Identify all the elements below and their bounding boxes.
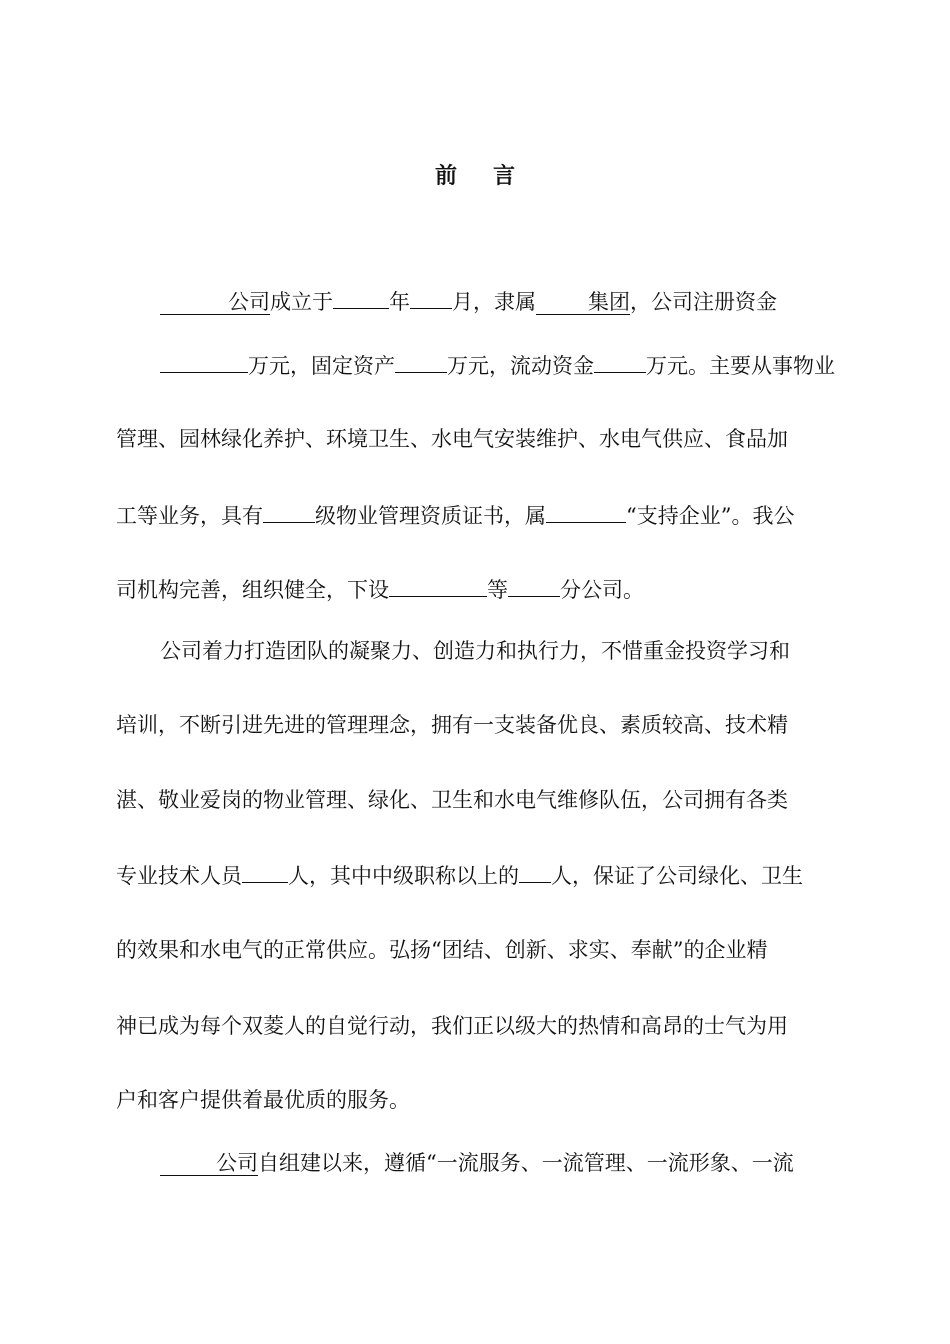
group-name-blank: 集团 — [536, 287, 630, 315]
support-category-blank — [546, 500, 626, 523]
paragraph-2-line-5: 的效果和水电气的正常供应。弘扬“团结、创新、求实、奉献”的企业精 — [116, 938, 768, 962]
paragraph-1-line-1 — [116, 286, 836, 317]
text: “支持企业”。我公 — [626, 504, 795, 528]
company-name-blank: 公司 — [160, 287, 270, 315]
text: 年 — [389, 290, 410, 314]
month-blank — [410, 286, 452, 309]
paragraph-2-line-6: 神已成为每个双菱人的自觉行动，我们正以级大的热情和高昂的士气为用 — [116, 1014, 788, 1038]
year-blank — [333, 286, 389, 309]
senior-staff-blank — [519, 860, 551, 883]
paragraph-1-line-3: 管理、园林绿化养护、环境卫生、水电气安装维护、水电气供应、食品加 — [116, 427, 788, 451]
paragraph-1-line-5 — [116, 574, 836, 605]
text: 万元。主要从事物业 — [646, 354, 835, 378]
paragraph-2-line-2: 培训，不断引进先进的管理理念，拥有一支装备优良、素质较高、技术精 — [116, 713, 788, 737]
paragraph-2-line-1: 公司着力打造团队的凝聚力、创造力和执行力，不惜重金投资学习和 — [160, 639, 790, 663]
text: 等 — [487, 578, 508, 602]
text: 专业技术人员 — [116, 864, 242, 888]
text: 人，其中中级职称以上的 — [288, 864, 519, 888]
text: 分公司。 — [560, 578, 644, 602]
paragraph-2-line-4 — [116, 860, 836, 891]
current-assets-blank — [594, 350, 646, 373]
paragraph-2-line-7: 户和客户提供着最优质的服务。 — [116, 1088, 410, 1112]
text: 万元，固定资产 — [248, 354, 395, 378]
text: 成立于 — [270, 290, 333, 314]
text: 自组建以来，遵循“一流服务、一流管理、一流形象、一流 — [258, 1151, 794, 1175]
paragraph-1-line-2 — [116, 350, 836, 381]
text: 人，保证了公司绿化、卫生 — [551, 864, 803, 888]
company-name-blank: 公司 — [160, 1148, 258, 1176]
paragraph-3-line-1 — [116, 1148, 836, 1178]
page-title: 前言 — [434, 163, 551, 189]
branch-count-blank — [508, 574, 560, 597]
text: 工等业务，具有 — [116, 504, 263, 528]
qualification-level-blank — [263, 500, 315, 523]
text: 司机构完善，组织健全，下设 — [116, 578, 389, 602]
text: 万元，流动资金 — [447, 354, 594, 378]
registered-capital-blank — [160, 350, 248, 373]
text: 月，隶属 — [452, 290, 536, 314]
fixed-assets-blank — [395, 350, 447, 373]
text: ，公司注册资金 — [630, 290, 777, 314]
paragraph-1-line-4 — [116, 500, 836, 531]
text: 级物业管理资质证书，属 — [315, 504, 546, 528]
technical-staff-blank — [242, 860, 288, 883]
paragraph-2-line-3: 湛、敬业爱岗的物业管理、绿化、卫生和水电气维修队伍，公司拥有各类 — [116, 788, 788, 812]
branches-blank — [389, 574, 487, 597]
